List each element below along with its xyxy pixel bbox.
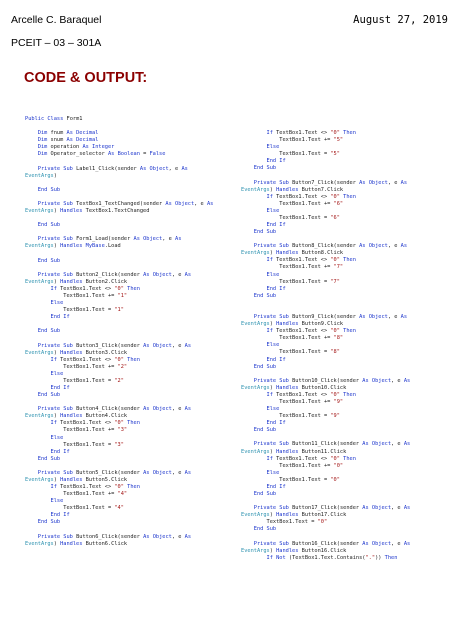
- code-line: Private Sub Button3_Click(sender As Object, e As: [37, 342, 192, 349]
- code-line: TextBox1.Text = "0": [266, 519, 328, 526]
- code-column-left: [25, 116, 233, 548]
- code-line: End If: [266, 356, 286, 363]
- code-line: End If: [266, 420, 286, 427]
- code-line: Private Sub Button11_Click(sender As Object, e As: [253, 441, 411, 448]
- code-line: TextBox1.Text = "7": [279, 278, 340, 285]
- code-line: If TextBox1.Text <> "0" Then: [266, 328, 356, 335]
- code-line: End If: [266, 483, 286, 490]
- code-line: Private Sub Label1_Click(sender As Object, e As: [37, 165, 188, 172]
- code-line: If Not (TextBox1.Text.Contains(".")) Then: [266, 554, 398, 561]
- author-name: Arcelle C. Baraquel: [11, 14, 102, 26]
- code-line: [241, 236, 463, 243]
- code-line: Dim operation As Integer: [37, 144, 115, 151]
- code-line: Else: [266, 406, 280, 413]
- code-line: End Sub: [253, 490, 277, 497]
- code-line: EventArgs) Handles Button2.Click: [25, 278, 128, 285]
- code-line: EventArgs) Handles Button8.Click: [241, 250, 344, 257]
- code-line: EventArgs) Handles TextBox1.TextChanged: [25, 208, 150, 215]
- code-line: Private Sub Button5_Click(sender As Object, e As: [37, 469, 192, 476]
- code-line: End If: [50, 384, 70, 391]
- code-line: If TextBox1.Text <> "0" Then: [50, 285, 140, 292]
- code-line: [25, 399, 233, 406]
- code-line: EventArgs) Handles Button16.Click: [241, 547, 347, 554]
- code-line: [241, 300, 463, 307]
- code-line: End Sub: [37, 257, 61, 264]
- code-line: TextBox1.Text += "3": [63, 427, 128, 434]
- code-line: TextBox1.Text = "9": [279, 413, 340, 420]
- code-line: [241, 533, 463, 540]
- code-line: End Sub: [37, 222, 61, 229]
- code-line: Private Sub Button10_Click(sender As Object, e As: [253, 377, 411, 384]
- code-line: TextBox1.Text += "4": [63, 491, 128, 498]
- code-line: TextBox1.Text = "6": [279, 214, 340, 221]
- code-line: Else: [50, 370, 64, 377]
- code-line: Private Sub Button7_Click(sender As Object, e As: [253, 179, 408, 186]
- code-line: [25, 229, 233, 236]
- code-line: If TextBox1.Text <> "0" Then: [266, 391, 356, 398]
- code-line: End Sub: [37, 186, 61, 193]
- document-date: August 27, 2019: [353, 14, 448, 26]
- code-line: End If: [266, 222, 286, 229]
- code-line: TextBox1.Text += "2": [63, 363, 128, 370]
- code-line: TextBox1.Text += "9": [279, 398, 344, 405]
- code-line: EventArgs): [25, 172, 57, 179]
- code-line: If TextBox1.Text <> "0" Then: [50, 484, 140, 491]
- code-line: Else: [50, 498, 64, 505]
- code-line: [25, 527, 233, 534]
- code-line: Private Sub Button16_Click(sender As Object, e As: [253, 540, 411, 547]
- code-line: Private Sub Button4_Click(sender As Object, e As: [37, 406, 192, 413]
- code-line: End Sub: [37, 328, 61, 335]
- code-line: End Sub: [253, 229, 277, 236]
- code-line: End If: [50, 314, 70, 321]
- code-line: [241, 434, 463, 441]
- code-line: End Sub: [253, 165, 277, 172]
- code-line: Public Class Form1: [25, 116, 83, 122]
- code-line: EventArgs) Handles Button3.Click: [25, 349, 128, 356]
- code-line: Dim Operator_selector As Boolean = False: [37, 151, 166, 158]
- code-line: End Sub: [37, 455, 61, 462]
- code-line: End Sub: [253, 427, 277, 434]
- code-line: [25, 335, 233, 342]
- code-line: [25, 250, 233, 257]
- code-line: [25, 123, 233, 130]
- code-line: [241, 307, 463, 314]
- code-line: [25, 321, 233, 328]
- code-line: [25, 215, 233, 222]
- code-line: TextBox1.Text = "3": [63, 441, 124, 448]
- code-line: If TextBox1.Text <> "0" Then: [266, 257, 356, 264]
- code-line: Else: [266, 469, 280, 476]
- code-line: TextBox1.Text += "6": [279, 200, 344, 207]
- code-line: TextBox1.Text += "8": [279, 335, 344, 342]
- code-line: Private Sub Button2_Click(sender As Object, e As: [37, 271, 192, 278]
- code-line: [241, 498, 463, 505]
- code-line: Else: [50, 434, 64, 441]
- code-line: End Sub: [37, 392, 61, 399]
- code-line: [25, 265, 233, 272]
- code-line: If TextBox1.Text <> "0" Then: [266, 130, 356, 136]
- code-line: End If: [266, 285, 286, 292]
- code-line: [25, 194, 233, 201]
- code-line: [241, 371, 463, 378]
- code-line: EventArgs) Handles Button4.Click: [25, 413, 128, 420]
- code-line: Dim fnum As Decimal: [37, 130, 99, 137]
- code-line: TextBox1.Text += "7": [279, 264, 344, 271]
- code-line: TextBox1.Text += "1": [63, 292, 128, 299]
- code-line: Dim snum As Decimal: [37, 137, 99, 144]
- code-column-right: [241, 130, 463, 562]
- code-line: Else: [266, 144, 280, 151]
- code-line: End If: [50, 448, 70, 455]
- code-line: EventArgs) Handles Button6.Click: [25, 540, 128, 547]
- code-line: EventArgs) Handles Button7.Click: [241, 186, 344, 193]
- code-line: [241, 172, 463, 179]
- code-line: EventArgs) Handles Button17.Click: [241, 512, 347, 519]
- code-line: If TextBox1.Text <> "0" Then: [266, 455, 356, 462]
- code-line: [25, 180, 233, 187]
- code-line: End Sub: [37, 519, 61, 526]
- code-line: [25, 158, 233, 165]
- code-line: If TextBox1.Text <> "0" Then: [50, 356, 140, 363]
- code-line: TextBox1.Text = "5": [279, 151, 340, 158]
- code-line: TextBox1.Text += "0": [279, 462, 344, 469]
- code-line: EventArgs) Handles Button5.Click: [25, 476, 128, 483]
- code-line: Else: [266, 342, 280, 349]
- code-line: Private Sub Button9_Click(sender As Object, e As: [253, 314, 408, 321]
- code-line: If TextBox1.Text <> "0" Then: [50, 420, 140, 427]
- code-line: TextBox1.Text = "8": [279, 349, 340, 356]
- code-line: Else: [50, 300, 64, 307]
- code-line: TextBox1.Text = "0": [279, 476, 340, 483]
- code-line: End If: [266, 158, 286, 165]
- code-line: End Sub: [253, 292, 277, 299]
- code-line: Private Sub Button6_Click(sender As Object, e As: [37, 533, 192, 540]
- code-line: TextBox1.Text = "4": [63, 505, 124, 512]
- code-line: Private Sub Button17_Click(sender As Object, e As: [253, 505, 411, 512]
- code-line: Else: [266, 271, 280, 278]
- code-line: Else: [266, 207, 280, 214]
- code-line: If TextBox1.Text <> "0" Then: [266, 193, 356, 200]
- code-line: EventArgs) Handles Button9.Click: [241, 321, 344, 328]
- code-line: End Sub: [253, 526, 277, 533]
- code-line: TextBox1.Text = "1": [63, 307, 124, 314]
- code-line: EventArgs) Handles Button10.Click: [241, 384, 347, 391]
- code-line: End Sub: [253, 363, 277, 370]
- code-line: EventArgs) Handles Button11.Click: [241, 448, 347, 455]
- code-line: [25, 463, 233, 470]
- class-section: PCEIT – 03 – 301A: [11, 37, 102, 49]
- section-heading: CODE & OUTPUT:: [24, 70, 148, 86]
- code-line: Private Sub TextBox1_TextChanged(sender As Object, e As: [37, 200, 214, 207]
- code-line: Private Sub Button8_Click(sender As Object, e As: [253, 243, 408, 250]
- code-line: EventArgs) Handles MyBase.Load: [25, 243, 121, 250]
- code-line: Private Sub Form1_Load(sender As Object, e As: [37, 236, 182, 243]
- code-line: TextBox1.Text += "5": [279, 137, 344, 144]
- code-line: TextBox1.Text = "2": [63, 377, 124, 384]
- code-line: End If: [50, 512, 70, 519]
